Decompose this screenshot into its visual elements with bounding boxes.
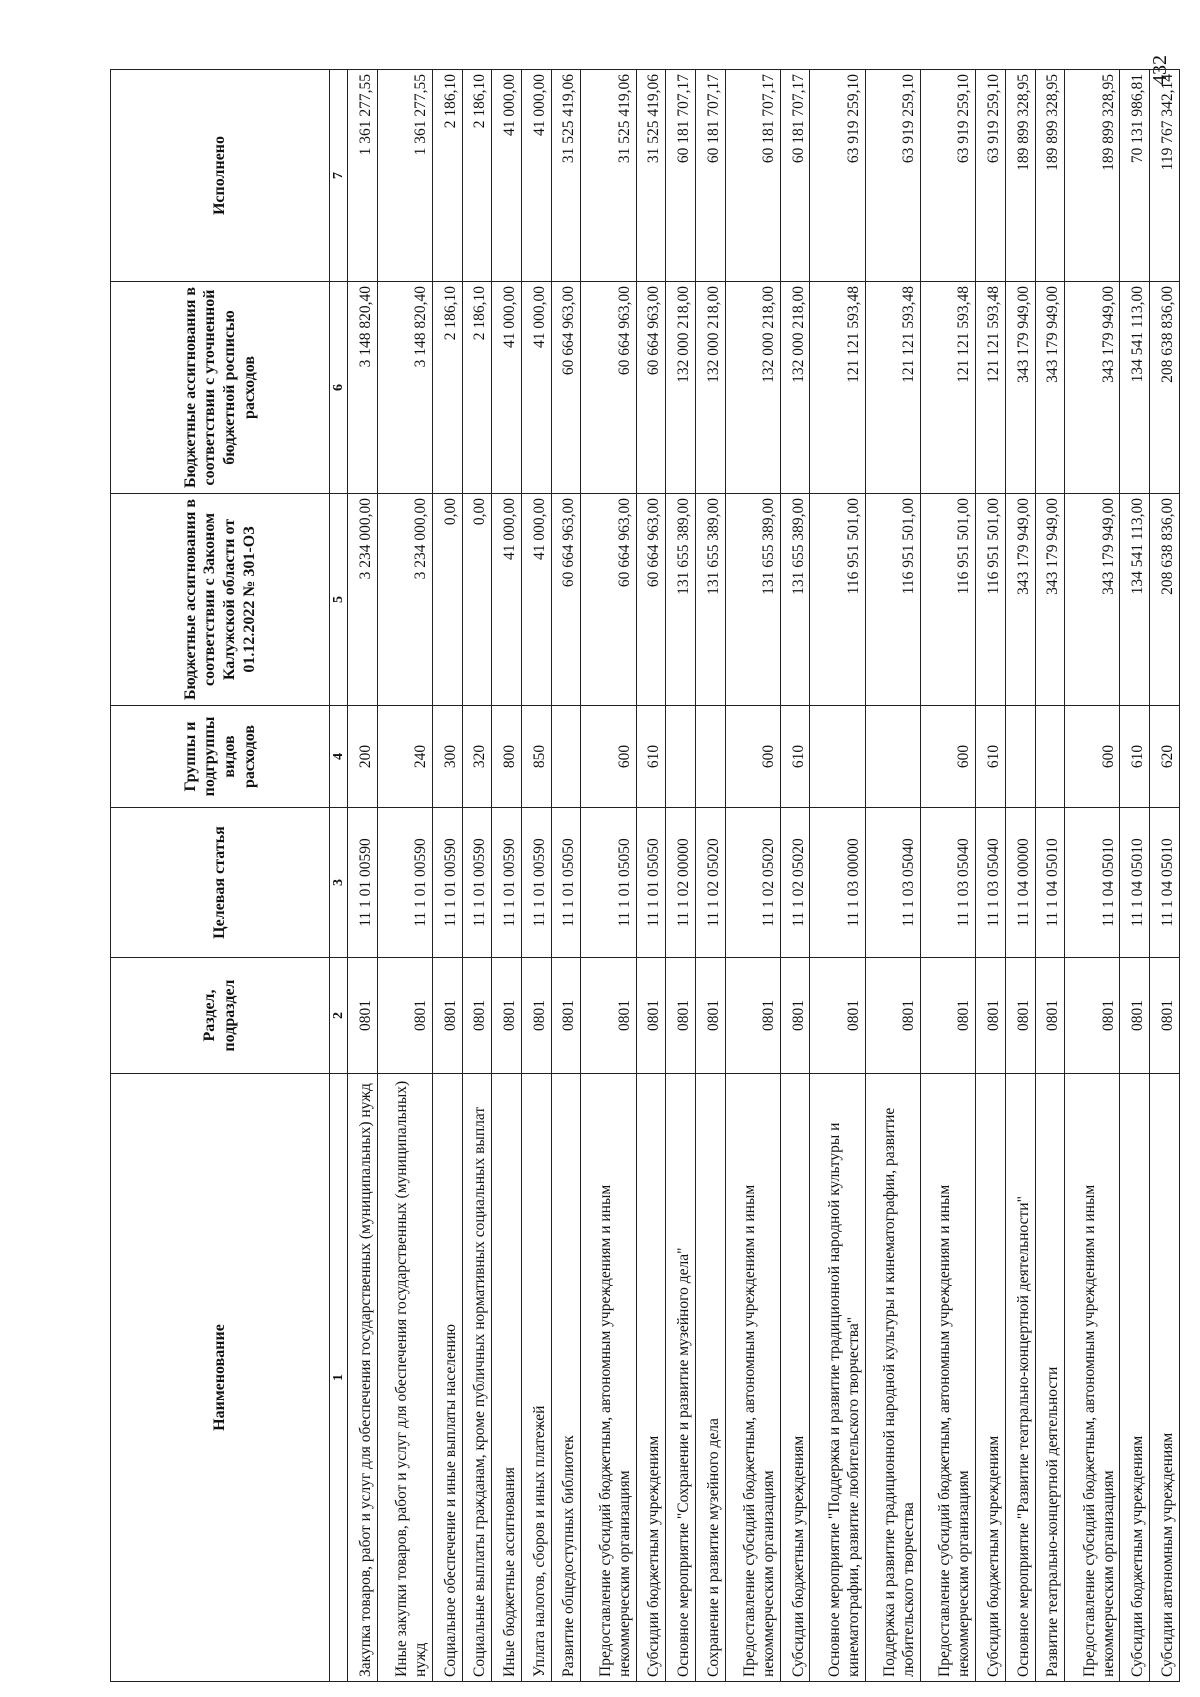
- cell-law: 41 000,00: [521, 494, 551, 706]
- cell-name: Основное мероприятие "Поддержка и развитие традиционной народной культуры и кинематографии, развитие любительского творчества": [810, 1074, 865, 1682]
- cell-name: Иные бюджетные ассигнования: [492, 1074, 522, 1682]
- cell-article: 11 1 01 00590: [433, 808, 463, 958]
- table-row: [1120, 70, 1150, 1682]
- cell-name: Предоставление субсидий бюджетным, автономным учреждениям и иным некоммерческим организациям: [920, 1074, 975, 1682]
- cell-schedule: 60 664 963,00: [581, 282, 636, 494]
- cell-law: 116 951 501,00: [976, 494, 1006, 706]
- table-row: [551, 70, 581, 1682]
- cell-article: 11 1 01 05050: [636, 808, 666, 958]
- budget-table-container: [110, 70, 1180, 1682]
- cell-section: 0801: [581, 958, 636, 1074]
- cell-done: 63 919 259,10: [865, 70, 920, 282]
- cell-done: 63 919 259,10: [976, 70, 1006, 282]
- cell-name: Уплата налогов, сборов и иных платежей: [521, 1074, 551, 1682]
- cell-group: 800: [492, 706, 522, 808]
- cell-name: Субсидии бюджетным учреждениям: [780, 1074, 810, 1682]
- table-row: [581, 70, 636, 1682]
- cell-group: 610: [1120, 706, 1150, 808]
- cell-section: 0801: [920, 958, 975, 1074]
- table-row: [920, 70, 975, 1682]
- column-number: 2: [330, 958, 348, 1074]
- cell-done: 189 899 328,95: [1035, 70, 1065, 282]
- cell-section: 0801: [462, 958, 492, 1074]
- cell-article: 11 1 04 05010: [1035, 808, 1065, 958]
- cell-schedule: 2 186,10: [433, 282, 463, 494]
- table-row: [433, 70, 463, 1682]
- table-row: [1065, 70, 1120, 1682]
- cell-group: 300: [433, 706, 463, 808]
- cell-law: 208 638 836,00: [1150, 494, 1180, 706]
- header-law: Бюджетные ассигнования в соответствии с Законом Калужской области от 01.12.2022 № 301-ОЗ: [111, 494, 330, 706]
- cell-done: 189 899 328,95: [1005, 70, 1035, 282]
- cell-group: 600: [920, 706, 975, 808]
- table-row: [725, 70, 780, 1682]
- cell-name: Поддержка и развитие традиционной народной культуры и кинематографии, развитие любительского творчества: [865, 1074, 920, 1682]
- cell-schedule: 132 000 218,00: [725, 282, 780, 494]
- cell-done: 119 767 342,14: [1150, 70, 1180, 282]
- header-group: Группы и подгруппы видов расходов: [111, 706, 330, 808]
- cell-section: 0801: [666, 958, 696, 1074]
- cell-article: 11 1 04 05010: [1065, 808, 1120, 958]
- cell-law: 0,00: [462, 494, 492, 706]
- cell-schedule: 343 179 949,00: [1035, 282, 1065, 494]
- cell-group: 200: [348, 706, 378, 808]
- cell-name: Основное мероприятие "Сохранение и развитие музейного дела": [666, 1074, 696, 1682]
- header-done: Исполнено: [111, 70, 330, 282]
- cell-schedule: 121 121 593,48: [976, 282, 1006, 494]
- cell-law: 343 179 949,00: [1005, 494, 1035, 706]
- cell-group: 600: [581, 706, 636, 808]
- cell-section: 0801: [433, 958, 463, 1074]
- cell-done: 60 181 707,17: [780, 70, 810, 282]
- cell-law: 60 664 963,00: [581, 494, 636, 706]
- cell-law: 131 655 389,00: [666, 494, 696, 706]
- cell-schedule: 343 179 949,00: [1065, 282, 1120, 494]
- cell-section: 0801: [695, 958, 725, 1074]
- table-row: [976, 70, 1006, 1682]
- cell-name: Развитие театрально-концертной деятельности: [1035, 1074, 1065, 1682]
- cell-group: 610: [976, 706, 1006, 808]
- cell-group: 600: [1065, 706, 1120, 808]
- cell-group: 620: [1150, 706, 1180, 808]
- cell-law: 131 655 389,00: [695, 494, 725, 706]
- column-number-row: [330, 70, 348, 1682]
- cell-article: 11 1 01 00590: [377, 808, 432, 958]
- cell-name: Субсидии бюджетным учреждениям: [976, 1074, 1006, 1682]
- cell-group: 850: [521, 706, 551, 808]
- table-row: [865, 70, 920, 1682]
- cell-section: 0801: [492, 958, 522, 1074]
- cell-schedule: 60 664 963,00: [551, 282, 581, 494]
- cell-section: 0801: [1065, 958, 1120, 1074]
- cell-section: 0801: [551, 958, 581, 1074]
- cell-group: 610: [636, 706, 666, 808]
- header-article: Целевая статья: [111, 808, 330, 958]
- cell-section: 0801: [377, 958, 432, 1074]
- table-row: [666, 70, 696, 1682]
- cell-done: 31 525 419,06: [636, 70, 666, 282]
- cell-section: 0801: [636, 958, 666, 1074]
- cell-schedule: 41 000,00: [492, 282, 522, 494]
- budget-table: [110, 69, 1180, 1682]
- cell-name: Социальные выплаты гражданам, кроме публичных нормативных социальных выплат: [462, 1074, 492, 1682]
- header-name: Наименование: [111, 1074, 330, 1682]
- table-row: [695, 70, 725, 1682]
- cell-schedule: 132 000 218,00: [666, 282, 696, 494]
- cell-law: 116 951 501,00: [810, 494, 865, 706]
- cell-law: 116 951 501,00: [920, 494, 975, 706]
- cell-schedule: 134 541 113,00: [1120, 282, 1150, 494]
- cell-article: 11 1 03 05040: [865, 808, 920, 958]
- cell-section: 0801: [725, 958, 780, 1074]
- table-row: [780, 70, 810, 1682]
- cell-article: 11 1 03 05040: [920, 808, 975, 958]
- table-row: [1150, 70, 1180, 1682]
- header-section: Раздел, подраздел: [111, 958, 330, 1074]
- cell-article: 11 1 01 00590: [521, 808, 551, 958]
- cell-law: 60 664 963,00: [551, 494, 581, 706]
- cell-schedule: 132 000 218,00: [695, 282, 725, 494]
- cell-law: 3 234 000,00: [377, 494, 432, 706]
- cell-section: 0801: [521, 958, 551, 1074]
- table-row: [810, 70, 865, 1682]
- table-row: [462, 70, 492, 1682]
- table-row: [492, 70, 522, 1682]
- cell-name: Субсидии автономным учреждениям: [1150, 1074, 1180, 1682]
- cell-schedule: 132 000 218,00: [780, 282, 810, 494]
- cell-name: Субсидии бюджетным учреждениям: [636, 1074, 666, 1682]
- cell-article: 11 1 01 00590: [492, 808, 522, 958]
- cell-done: 60 181 707,17: [725, 70, 780, 282]
- cell-schedule: 208 638 836,00: [1150, 282, 1180, 494]
- cell-group: 320: [462, 706, 492, 808]
- cell-law: 134 541 113,00: [1120, 494, 1150, 706]
- cell-group: [1035, 706, 1065, 808]
- table-row: [348, 70, 378, 1682]
- column-number: 5: [330, 494, 348, 706]
- table-row: [521, 70, 551, 1682]
- column-number: 4: [330, 706, 348, 808]
- cell-name: Субсидии бюджетным учреждениям: [1120, 1074, 1150, 1682]
- cell-group: 600: [725, 706, 780, 808]
- cell-article: 11 1 01 00590: [462, 808, 492, 958]
- cell-article: 11 1 02 05020: [725, 808, 780, 958]
- cell-schedule: 343 179 949,00: [1005, 282, 1035, 494]
- table-row: [636, 70, 666, 1682]
- cell-schedule: 121 121 593,48: [865, 282, 920, 494]
- column-number: 7: [330, 70, 348, 282]
- cell-done: 189 899 328,95: [1065, 70, 1120, 282]
- cell-section: 0801: [1005, 958, 1035, 1074]
- table-row: [1005, 70, 1035, 1682]
- cell-schedule: 3 148 820,40: [348, 282, 378, 494]
- cell-name: Развитие общедоступных библиотек: [551, 1074, 581, 1682]
- cell-done: 2 186,10: [462, 70, 492, 282]
- cell-section: 0801: [1035, 958, 1065, 1074]
- cell-done: 60 181 707,17: [666, 70, 696, 282]
- cell-done: 2 186,10: [433, 70, 463, 282]
- cell-name: Предоставление субсидий бюджетным, автономным учреждениям и иным некоммерческим организациям: [725, 1074, 780, 1682]
- cell-group: [551, 706, 581, 808]
- cell-group: [695, 706, 725, 808]
- cell-done: 31 525 419,06: [581, 70, 636, 282]
- cell-name: Закупка товаров, работ и услуг для обеспечения государственных (муниципальных) нужд: [348, 1074, 378, 1682]
- cell-article: 11 1 03 05040: [976, 808, 1006, 958]
- cell-name: Сохранение и развитие музейного дела: [695, 1074, 725, 1682]
- cell-done: 41 000,00: [492, 70, 522, 282]
- cell-group: [810, 706, 865, 808]
- cell-law: 60 664 963,00: [636, 494, 666, 706]
- cell-group: [666, 706, 696, 808]
- cell-schedule: 41 000,00: [521, 282, 551, 494]
- cell-article: 11 1 01 00590: [348, 808, 378, 958]
- cell-group: [865, 706, 920, 808]
- cell-done: 70 131 986,81: [1120, 70, 1150, 282]
- cell-section: 0801: [865, 958, 920, 1074]
- cell-article: 11 1 02 05020: [780, 808, 810, 958]
- cell-article: 11 1 04 00000: [1005, 808, 1035, 958]
- table-row: [1035, 70, 1065, 1682]
- cell-schedule: 121 121 593,48: [810, 282, 865, 494]
- cell-schedule: 3 148 820,40: [377, 282, 432, 494]
- cell-article: 11 1 01 05050: [551, 808, 581, 958]
- cell-group: 610: [780, 706, 810, 808]
- cell-done: 41 000,00: [521, 70, 551, 282]
- cell-section: 0801: [1150, 958, 1180, 1074]
- header-schedule: Бюджетные ассигнования в соответствии с уточненной бюджетной росписью расходов: [111, 282, 330, 494]
- cell-law: 0,00: [433, 494, 463, 706]
- cell-done: 1 361 277,55: [377, 70, 432, 282]
- cell-schedule: 121 121 593,48: [920, 282, 975, 494]
- cell-article: 11 1 01 05050: [581, 808, 636, 958]
- cell-name: Предоставление субсидий бюджетным, автономным учреждениям и иным некоммерческим организациям: [1065, 1074, 1120, 1682]
- cell-article: 11 1 04 05010: [1150, 808, 1180, 958]
- cell-article: 11 1 02 00000: [666, 808, 696, 958]
- cell-done: 31 525 419,06: [551, 70, 581, 282]
- cell-name: Основное мероприятие "Развитие театрально-концертной деятельности": [1005, 1074, 1035, 1682]
- cell-law: 343 179 949,00: [1035, 494, 1065, 706]
- cell-group: 240: [377, 706, 432, 808]
- cell-done: 63 919 259,10: [810, 70, 865, 282]
- cell-law: 131 655 389,00: [780, 494, 810, 706]
- column-number: 1: [330, 1074, 348, 1682]
- cell-name: Иные закупки товаров, работ и услуг для обеспечения государственных (муниципальных) нужд: [377, 1074, 432, 1682]
- cell-section: 0801: [810, 958, 865, 1074]
- cell-law: 116 951 501,00: [865, 494, 920, 706]
- cell-done: 63 919 259,10: [920, 70, 975, 282]
- cell-law: 41 000,00: [492, 494, 522, 706]
- cell-section: 0801: [348, 958, 378, 1074]
- cell-section: 0801: [976, 958, 1006, 1074]
- cell-article: 11 1 02 05020: [695, 808, 725, 958]
- cell-section: 0801: [1120, 958, 1150, 1074]
- header-row: [111, 70, 330, 1682]
- cell-law: 131 655 389,00: [725, 494, 780, 706]
- cell-law: 343 179 949,00: [1065, 494, 1120, 706]
- cell-law: 3 234 000,00: [348, 494, 378, 706]
- column-number: 3: [330, 808, 348, 958]
- cell-group: [1005, 706, 1035, 808]
- cell-article: 11 1 04 05010: [1120, 808, 1150, 958]
- column-number: 6: [330, 282, 348, 494]
- cell-article: 11 1 03 00000: [810, 808, 865, 958]
- cell-done: 60 181 707,17: [695, 70, 725, 282]
- table-row: [377, 70, 432, 1682]
- cell-done: 1 361 277,55: [348, 70, 378, 282]
- cell-name: Социальное обеспечение и иные выплаты населению: [433, 1074, 463, 1682]
- cell-schedule: 2 186,10: [462, 282, 492, 494]
- cell-section: 0801: [780, 958, 810, 1074]
- cell-name: Предоставление субсидий бюджетным, автономным учреждениям и иным некоммерческим организациям: [581, 1074, 636, 1682]
- page-number: 432: [1149, 55, 1171, 85]
- cell-schedule: 60 664 963,00: [636, 282, 666, 494]
